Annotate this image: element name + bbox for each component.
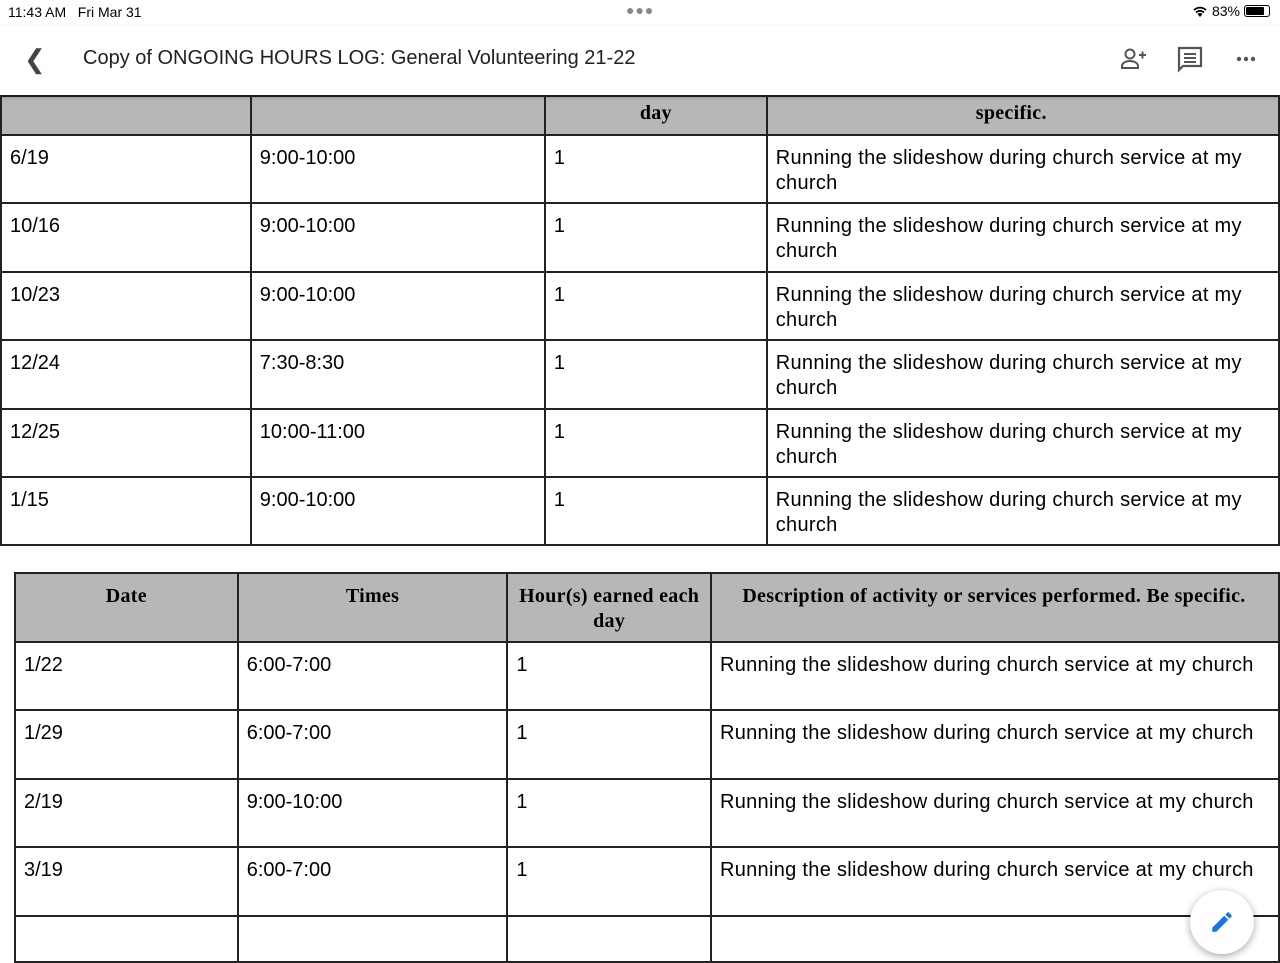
table-row (1, 203, 1279, 271)
times-cell[interactable]: 6:00-7:00 (238, 642, 508, 710)
description-cell[interactable]: Running the slideshow during church service at my church (711, 710, 1279, 778)
description-cell[interactable]: Running the slideshow during church service at my church (767, 409, 1279, 477)
status-time: 11:43 AM Fri Mar 31 (8, 4, 142, 20)
times-cell[interactable]: 9:00-10:00 (238, 779, 508, 847)
times-cell[interactable]: 10:00-11:00 (251, 409, 545, 477)
battery-icon (1244, 5, 1270, 17)
date-cell[interactable]: 1/15 (1, 477, 251, 545)
date-cell[interactable]: 2/19 (15, 779, 238, 847)
hours-cell[interactable]: 1 (507, 710, 711, 778)
table-row (1, 409, 1279, 477)
times-cell[interactable]: 6:00-7:00 (238, 847, 508, 915)
date-cell[interactable]: 10/23 (1, 272, 251, 340)
times-cell[interactable]: 9:00-10:00 (251, 135, 545, 203)
battery-percent: 83% (1211, 3, 1240, 19)
hours-cell[interactable]: 1 (545, 477, 767, 545)
document-title: Copy of ONGOING HOURS LOG: General Volunteering 21-22 (83, 47, 636, 69)
hours-table-1 (0, 95, 1280, 546)
chevron-left-icon[interactable]: ❮ (24, 44, 46, 74)
hours-table-2 (14, 572, 1280, 963)
table-row (1, 272, 1279, 340)
description-cell[interactable]: Running the slideshow during church service at my church (767, 477, 1279, 545)
times-cell[interactable] (238, 916, 508, 962)
table-row (15, 779, 1279, 847)
times-cell[interactable]: 6:00-7:00 (238, 710, 508, 778)
toolbar (0, 26, 1280, 95)
table-row (1, 477, 1279, 545)
description-cell[interactable]: Running the slideshow during church service at my church (767, 135, 1279, 203)
pencil-icon (1209, 909, 1235, 935)
table-row (15, 847, 1279, 915)
hours-cell[interactable]: 1 (507, 847, 711, 915)
hours-cell[interactable]: 1 (545, 340, 767, 408)
wifi-icon (1192, 5, 1208, 17)
header-description: Description of activity or services performed. Be specific. (711, 573, 1279, 642)
hours-cell[interactable]: 1 (507, 779, 711, 847)
comment-icon[interactable] (1175, 44, 1205, 74)
date-cell[interactable]: 1/29 (15, 710, 238, 778)
table-row (15, 916, 1279, 962)
hours-cell[interactable]: 1 (545, 272, 767, 340)
date-cell[interactable]: 3/19 (15, 847, 238, 915)
date-cell[interactable] (15, 916, 238, 962)
status-right (1192, 3, 1270, 19)
description-cell[interactable]: Running the slideshow during church service at my church (767, 272, 1279, 340)
table-row (15, 710, 1279, 778)
times-cell[interactable]: 7:30-8:30 (251, 340, 545, 408)
hours-cell[interactable]: 1 (545, 409, 767, 477)
date-cell[interactable]: 10/16 (1, 203, 251, 271)
hours-cell[interactable]: 1 (545, 135, 767, 203)
header-cell (1, 96, 251, 135)
date-cell[interactable]: 12/24 (1, 340, 251, 408)
description-cell[interactable]: Running the slideshow during church service at my church (767, 203, 1279, 271)
header-times: Times (238, 573, 508, 642)
description-cell[interactable]: Running the slideshow during church service at my church (711, 779, 1279, 847)
table-header-row (15, 573, 1279, 642)
hours-cell[interactable]: 1 (545, 203, 767, 271)
description-cell[interactable]: Running the slideshow during church service at my church (711, 642, 1279, 710)
more-horizontal-icon[interactable] (1232, 44, 1262, 74)
date-cell[interactable]: 6/19 (1, 135, 251, 203)
hours-cell[interactable] (507, 916, 711, 962)
header-hours: Hour(s) earned each day (507, 573, 711, 642)
times-cell[interactable]: 9:00-10:00 (251, 272, 545, 340)
description-cell[interactable]: Running the slideshow during church service at my church (711, 847, 1279, 915)
table-header-row (1, 96, 1279, 135)
table-row (1, 135, 1279, 203)
header-date: Date (15, 573, 238, 642)
header-cell: day (545, 96, 767, 135)
times-cell[interactable]: 9:00-10:00 (251, 477, 545, 545)
table-row (1, 340, 1279, 408)
add-person-icon[interactable] (1118, 44, 1148, 74)
description-cell[interactable]: Running the slideshow during church service at my church (767, 340, 1279, 408)
status-bar (0, 0, 1280, 26)
hours-cell[interactable]: 1 (507, 642, 711, 710)
table-row (15, 642, 1279, 710)
date-cell[interactable]: 12/25 (1, 409, 251, 477)
date-cell[interactable]: 1/22 (15, 642, 238, 710)
edit-fab-button[interactable] (1190, 890, 1254, 954)
header-cell (251, 96, 545, 135)
times-cell[interactable]: 9:00-10:00 (251, 203, 545, 271)
header-cell: specific. (767, 96, 1279, 135)
multitask-dots-icon[interactable]: ●●● (626, 2, 655, 18)
